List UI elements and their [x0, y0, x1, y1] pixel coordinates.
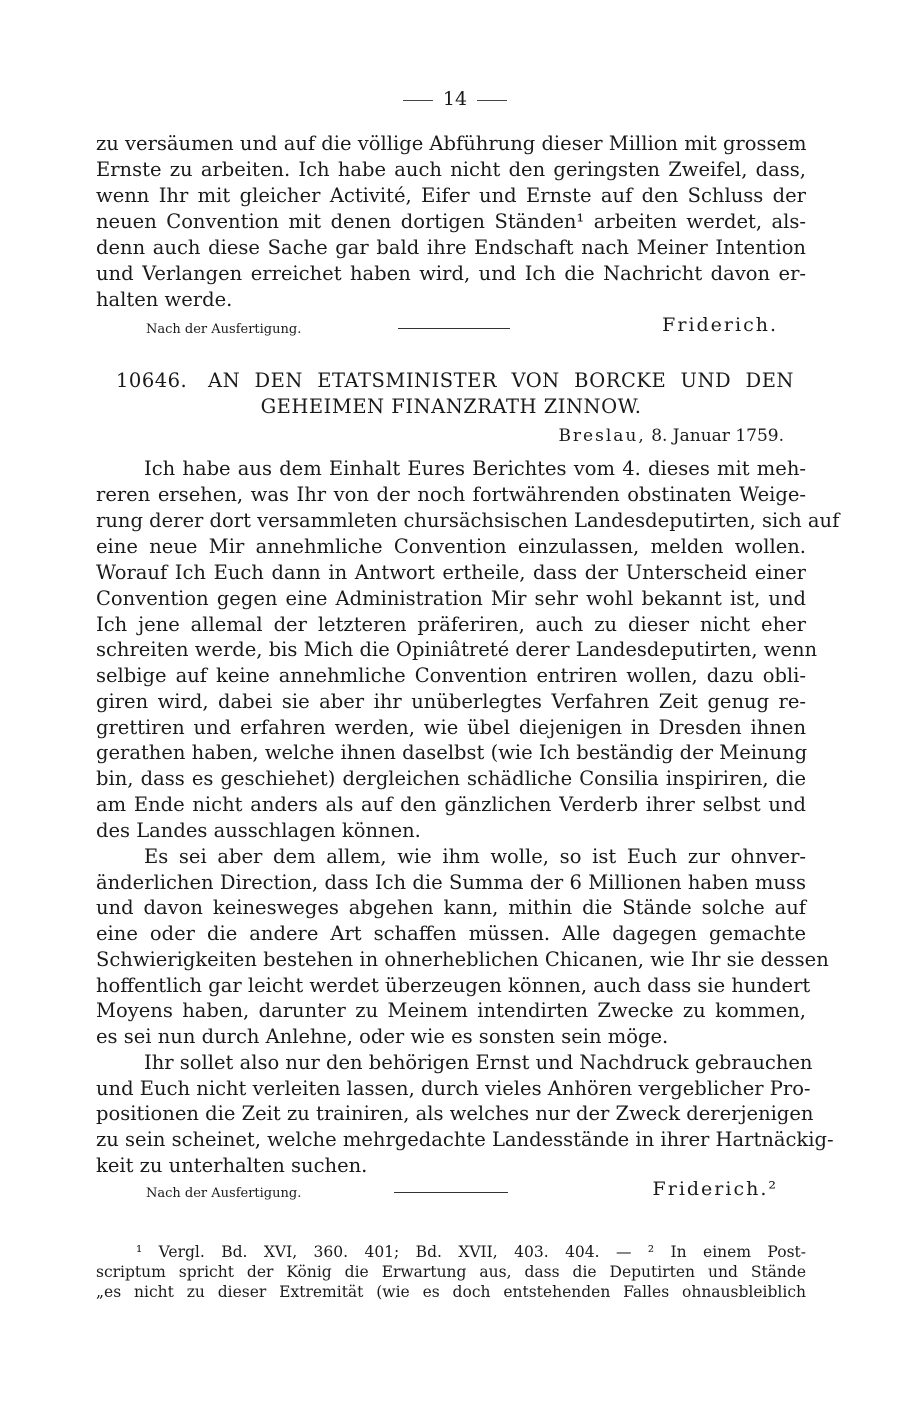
source-note: Nach der Ausfertigung.: [146, 322, 302, 337]
text-line: selbige auf keine annehmliche Convention entriren wollen, dazu obli-: [96, 664, 806, 687]
text-line: reren ersehen, was Ihr von der noch fortwährenden obstinaten Weige-: [96, 483, 806, 506]
separator-rule: [398, 328, 510, 329]
footnote-line: scriptum spricht der König die Erwartung aus, dass die Deputirten und Stände: [96, 1263, 806, 1281]
text-line: zu sein scheinet, welche mehrgedachte Landesstände in ihrer Hartnäckig-: [96, 1128, 834, 1151]
dateline-place: Breslau,: [558, 426, 646, 446]
text-line: keit zu unterhalten suchen.: [96, 1154, 368, 1177]
text-line: giren wird, dabei sie aber ihr unüberlegtes Verfahren Zeit genug re-: [96, 690, 806, 713]
text-line: neuen Convention mit denen dortigen Ständen¹ arbeiten werdet, als-: [96, 210, 806, 233]
source-note: Nach der Ausfertigung.: [146, 1186, 302, 1201]
footnote-line: ¹ Vergl. Bd. XVI, 360. 401; Bd. XVII, 403. 404. — ² In einem Post-: [136, 1243, 806, 1261]
text-line: eine neue Mir annehmliche Convention einzulassen, melden wollen.: [96, 535, 806, 558]
text-line: und davon keinesweges abgehen kann, mithin die Stände solche auf: [96, 896, 806, 919]
text-line: wenn Ihr mit gleicher Activité, Eifer und Ernste auf den Schluss der: [96, 184, 806, 207]
dash-left: [403, 100, 433, 101]
page-number-row: [380, 88, 530, 110]
text-line: Ich jene allemal der letzteren präferiren, auch zu dieser nicht eher: [96, 613, 806, 636]
source-row: [96, 314, 806, 340]
text-line: änderlichen Direction, dass Ich die Summa der 6 Millionen haben muss: [96, 871, 806, 894]
text-line: es sei nun durch Anlehne, oder wie es sonsten sein möge.: [96, 1025, 669, 1048]
signature: Friderich.: [662, 314, 778, 336]
text-line: rung derer dort versammleten chursächsischen Landesdeputirten, sich auf: [96, 509, 840, 532]
dateline-date: 8. Januar 1759.: [651, 426, 784, 446]
text-line: zu versäumen und auf die völlige Abführung dieser Million mit grossem: [96, 132, 807, 155]
text-line: und Euch nicht verleiten lassen, durch vieles Anhören vergeblicher Pro-: [96, 1077, 811, 1100]
letter-number: 10646.: [116, 369, 188, 392]
source-row: [96, 1178, 806, 1204]
text-line: am Ende nicht anders als auf den gänzlichen Verderb ihrer selbst und: [96, 793, 806, 816]
text-line: bin, dass es geschiehet) dergleichen schädliche Consilia inspiriren, die: [96, 767, 806, 790]
text-line: grettiren und erfahren werden, wie übel diejenigen in Dresden ihnen: [96, 716, 806, 739]
heading-line-2: GEHEIMEN FINANZRATH ZINNOW.: [260, 395, 642, 418]
text-line: positionen die Zeit zu trainiren, als welches nur der Zweck dererjenigen: [96, 1102, 814, 1125]
page-number: 14: [442, 88, 468, 110]
signature: Friderich.²: [652, 1178, 778, 1200]
text-line: und Verlangen erreichet haben wird, und Ich die Nachricht davon er-: [96, 262, 806, 285]
text-line: Schwierigkeiten bestehen in ohnerheblichen Chicanen, wie Ihr sie dessen: [96, 948, 829, 971]
text-line: schreiten werde, bis Mich die Opiniâtreté derer Landesdeputirten, wenn: [96, 638, 818, 661]
dateline: [558, 426, 784, 446]
footnote-line: „es nicht zu dieser Extremität (wie es doch entstehenden Falles ohnausbleiblich: [96, 1283, 806, 1301]
text-line: gerathen haben, welche ihnen daselbst (wie Ich beständig der Meinung: [96, 741, 808, 764]
text-line: Es sei aber dem allem, wie ihm wolle, so ist Euch zur ohnver-: [144, 845, 806, 868]
heading-line-1: AN DEN ETATSMINISTER VON BORCKE UND DEN: [208, 369, 794, 392]
text-line: Ernste zu arbeiten. Ich habe auch nicht den geringsten Zweifel, dass,: [96, 158, 806, 181]
text-line: Ihr sollet also nur den behörigen Ernst und Nachdruck gebrauchen: [144, 1051, 813, 1074]
separator-rule: [394, 1192, 508, 1193]
text-line: Convention gegen eine Administration Mir sehr wohl bekannt ist, und: [96, 587, 806, 610]
text-line: halten werde.: [96, 288, 233, 311]
text-line: Moyens haben, darunter zu Meinem intendirten Zwecke zu kommen,: [96, 999, 806, 1022]
text-line: hoffentlich gar leicht werdet überzeugen können, auch dass sie hundert: [96, 974, 811, 997]
text-line: eine oder die andere Art schaffen müssen. Alle dagegen gemachte: [96, 922, 806, 945]
text-line: des Landes ausschlagen können.: [96, 819, 421, 842]
text-line: Ich habe aus dem Einhalt Eures Berichtes vom 4. dieses mit meh-: [144, 457, 806, 480]
text-line: denn auch diese Sache gar bald ihre Endschaft nach Meiner Intention: [96, 236, 806, 259]
dash-right: [477, 100, 507, 101]
text-line: Worauf Ich Euch dann in Antwort ertheile, dass der Unterscheid einer: [96, 561, 806, 584]
